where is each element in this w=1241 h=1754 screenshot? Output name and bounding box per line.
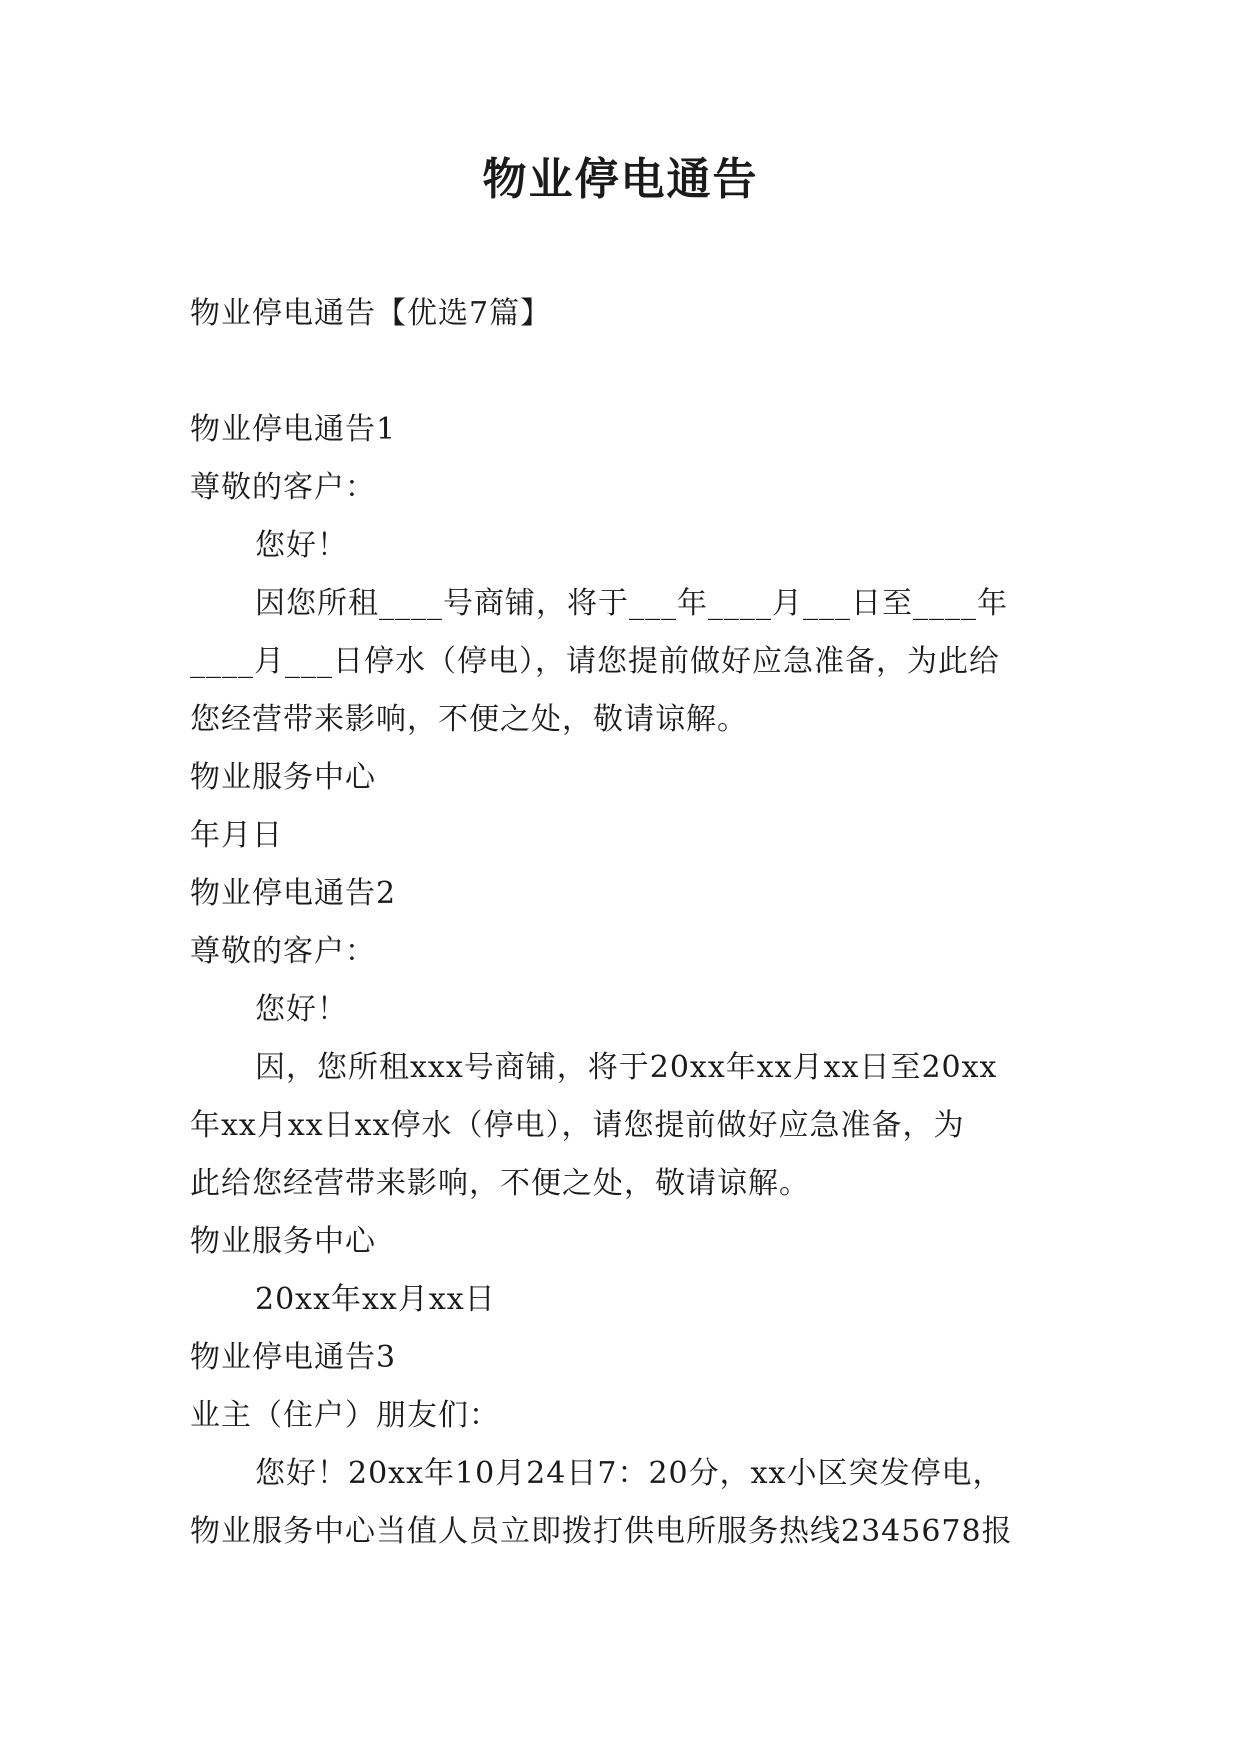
section-1-body-line-1: 因您所租____号商铺，将于___年____月___日至____年 [255,586,1008,621]
section-2-body-line-3: 此给您经营带来影响，不便之处，敬请谅解。 [190,1166,810,1201]
section-3-heading: 物业停电通告3 [190,1340,397,1375]
section-1-body-line-2: ____月___日停水（停电），请您提前做好应急准备，为此给 [190,644,1000,679]
section-2-date: 20xx年xx月xx日 [255,1282,496,1317]
section-2-salutation: 尊敬的客户： [190,934,376,969]
section-1-heading: 物业停电通告1 [190,412,397,447]
section-2-heading: 物业停电通告2 [190,876,397,911]
section-1-signature: 物业服务中心 [190,760,376,795]
document-body [190,285,1060,1561]
section-1-salutation: 尊敬的客户： [190,470,376,505]
section-3-body-line-2: 物业服务中心当值人员立即拨打供电所服务热线2345678报 [190,1514,1013,1549]
section-2-greeting: 您好！ [255,992,348,1027]
document-subtitle: 物业停电通告【优选7篇】 [190,296,552,331]
section-3-salutation: 业主（住户）朋友们： [190,1398,500,1433]
section-2-body-line-2: 年xx月xx日xx停水（停电），请您提前做好应急准备，为 [190,1108,965,1143]
section-2-signature: 物业服务中心 [190,1224,376,1259]
section-3-body-line-1: 您好！20xx年10月24日7：20分，xx小区突发停电， [255,1456,1004,1491]
document-title: 物业停电通告 [482,154,759,205]
section-1-date: 年月日 [190,818,283,853]
section-1-body-line-3: 您经营带来影响，不便之处，敬请谅解。 [190,702,748,737]
section-2-body-line-1: 因，您所租xxx号商铺，将于20xx年xx月xx日至20xx [255,1050,998,1085]
section-1-greeting: 您好！ [255,528,348,563]
